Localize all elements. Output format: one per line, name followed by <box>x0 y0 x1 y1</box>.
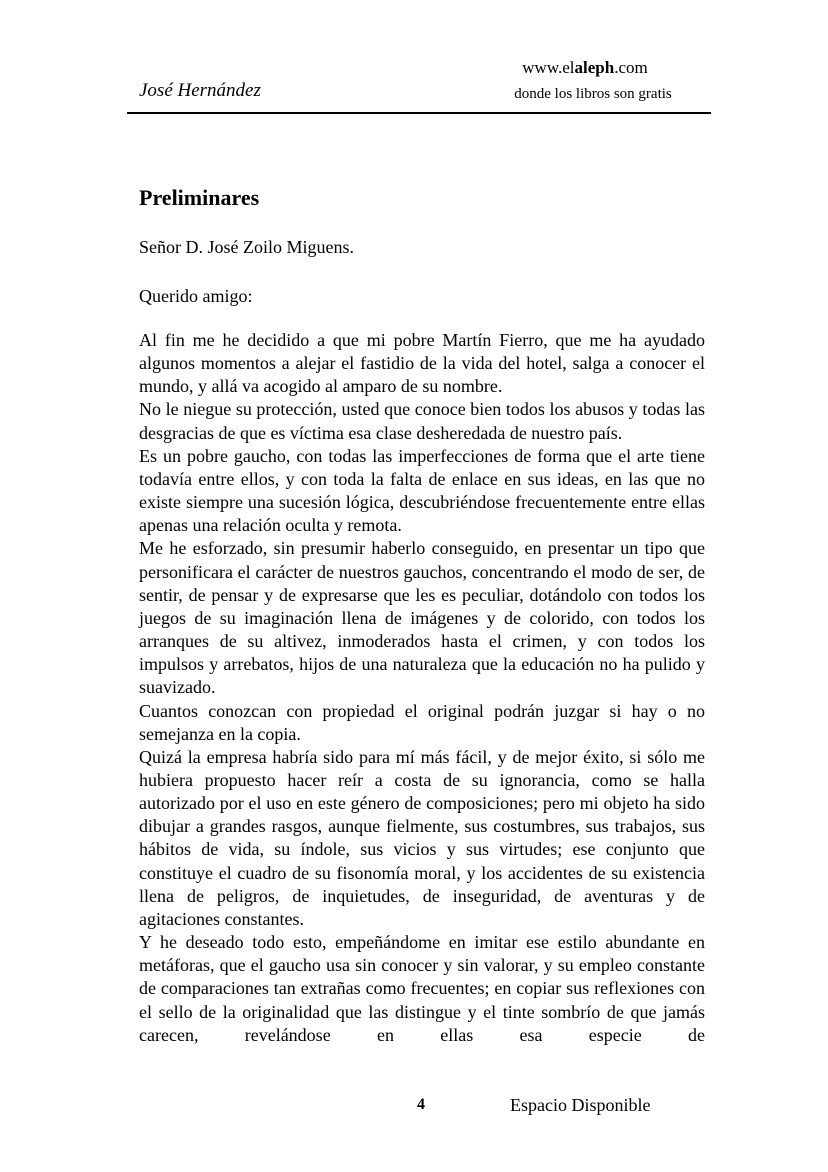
letter-greeting: Querido amigo: <box>139 286 253 306</box>
paragraph: Es un pobre gaucho, con todas las imperfecciones de forma que el arte tiene todavía entre ellos, y con toda la falta de enlace en sus ideas, en las que no existe siempre una sucesión lógica, descubriéndose frecuentemente entre ellas apenas una relación oculta y remota. <box>139 445 705 536</box>
page-title: Preliminares <box>139 185 260 210</box>
header-divider <box>127 112 711 114</box>
paragraph: Cuantos conozcan con propiedad el original podrán juzgar si hay o no semejanza en la copia. <box>139 700 705 744</box>
header-author: José Hernández <box>139 80 261 101</box>
site-suffix: .com <box>614 58 648 77</box>
site-prefix: www.el <box>522 58 575 77</box>
paragraph: Y he deseado todo esto, empeñándome en imitar ese estilo abundante en metáforas, que el gaucho usa sin conocer y sin valorar, y su empleo constante de comparaciones tan extrañas como frecuentes; en copiar sus reflexiones con el sello de la originalidad que las distingue y el tinte sombrío de que jamás carecen, revelándose en ellas esa especie de <box>139 932 705 1045</box>
header-site-link[interactable] <box>480 58 690 78</box>
page-number: 4 <box>417 1096 425 1113</box>
paragraph: Al fin me he decidido a que mi pobre Martín Fierro, que me ha ayudado algunos momentos a alejar el fastidio de la vida del hotel, salga a conocer el mundo, y allá va acogido al amparo de su nombre. <box>139 330 705 397</box>
paragraph: No le niegue su protección, usted que conoce bien todos los abusos y todas las desgracias de que es víctima esa clase desheredada de nuestro país. <box>139 399 705 443</box>
footer-label: Espacio Disponible <box>510 1095 651 1115</box>
header-tagline: donde los libros son gratis <box>514 86 672 102</box>
letter-salutation: Señor D. José Zoilo Miguens. <box>139 237 354 257</box>
letter-body <box>139 329 705 1047</box>
paragraph: Quizá la empresa habría sido para mí más fácil, y de mejor éxito, si sólo me hubiera propuesto hacer reír a costa de su ignorancia, como se halla autorizado por el uso en este género de composiciones; pero mi objeto ha sido dibujar a grandes rasgos, aunque fielmente, sus costumbres, sus trabajos, sus hábitos de vida, su índole, sus vicios y sus virtudes; ese conjunto que constituye el cuadro de su fisonomía moral, y los accidentes de su existencia llena de peligros, de inquietudes, de inseguridad, de aventuras y de agitaciones constantes. <box>139 746 705 929</box>
site-brand: aleph <box>574 58 615 77</box>
paragraph: Me he esforzado, sin presumir haberlo conseguido, en presentar un tipo que personificara el carácter de nuestros gauchos, concentrando el modo de ser, de sentir, de pensar y de expresarse que les es peculiar, dotándolo con todos los juegos de su imaginación llena de imágenes y de colorido, con todos los arranques de su altivez, inmoderados hasta el crimen, y con todos los impulsos y arrebatos, hijos de una naturaleza que la educación no ha pulido y suavizado. <box>139 538 705 698</box>
